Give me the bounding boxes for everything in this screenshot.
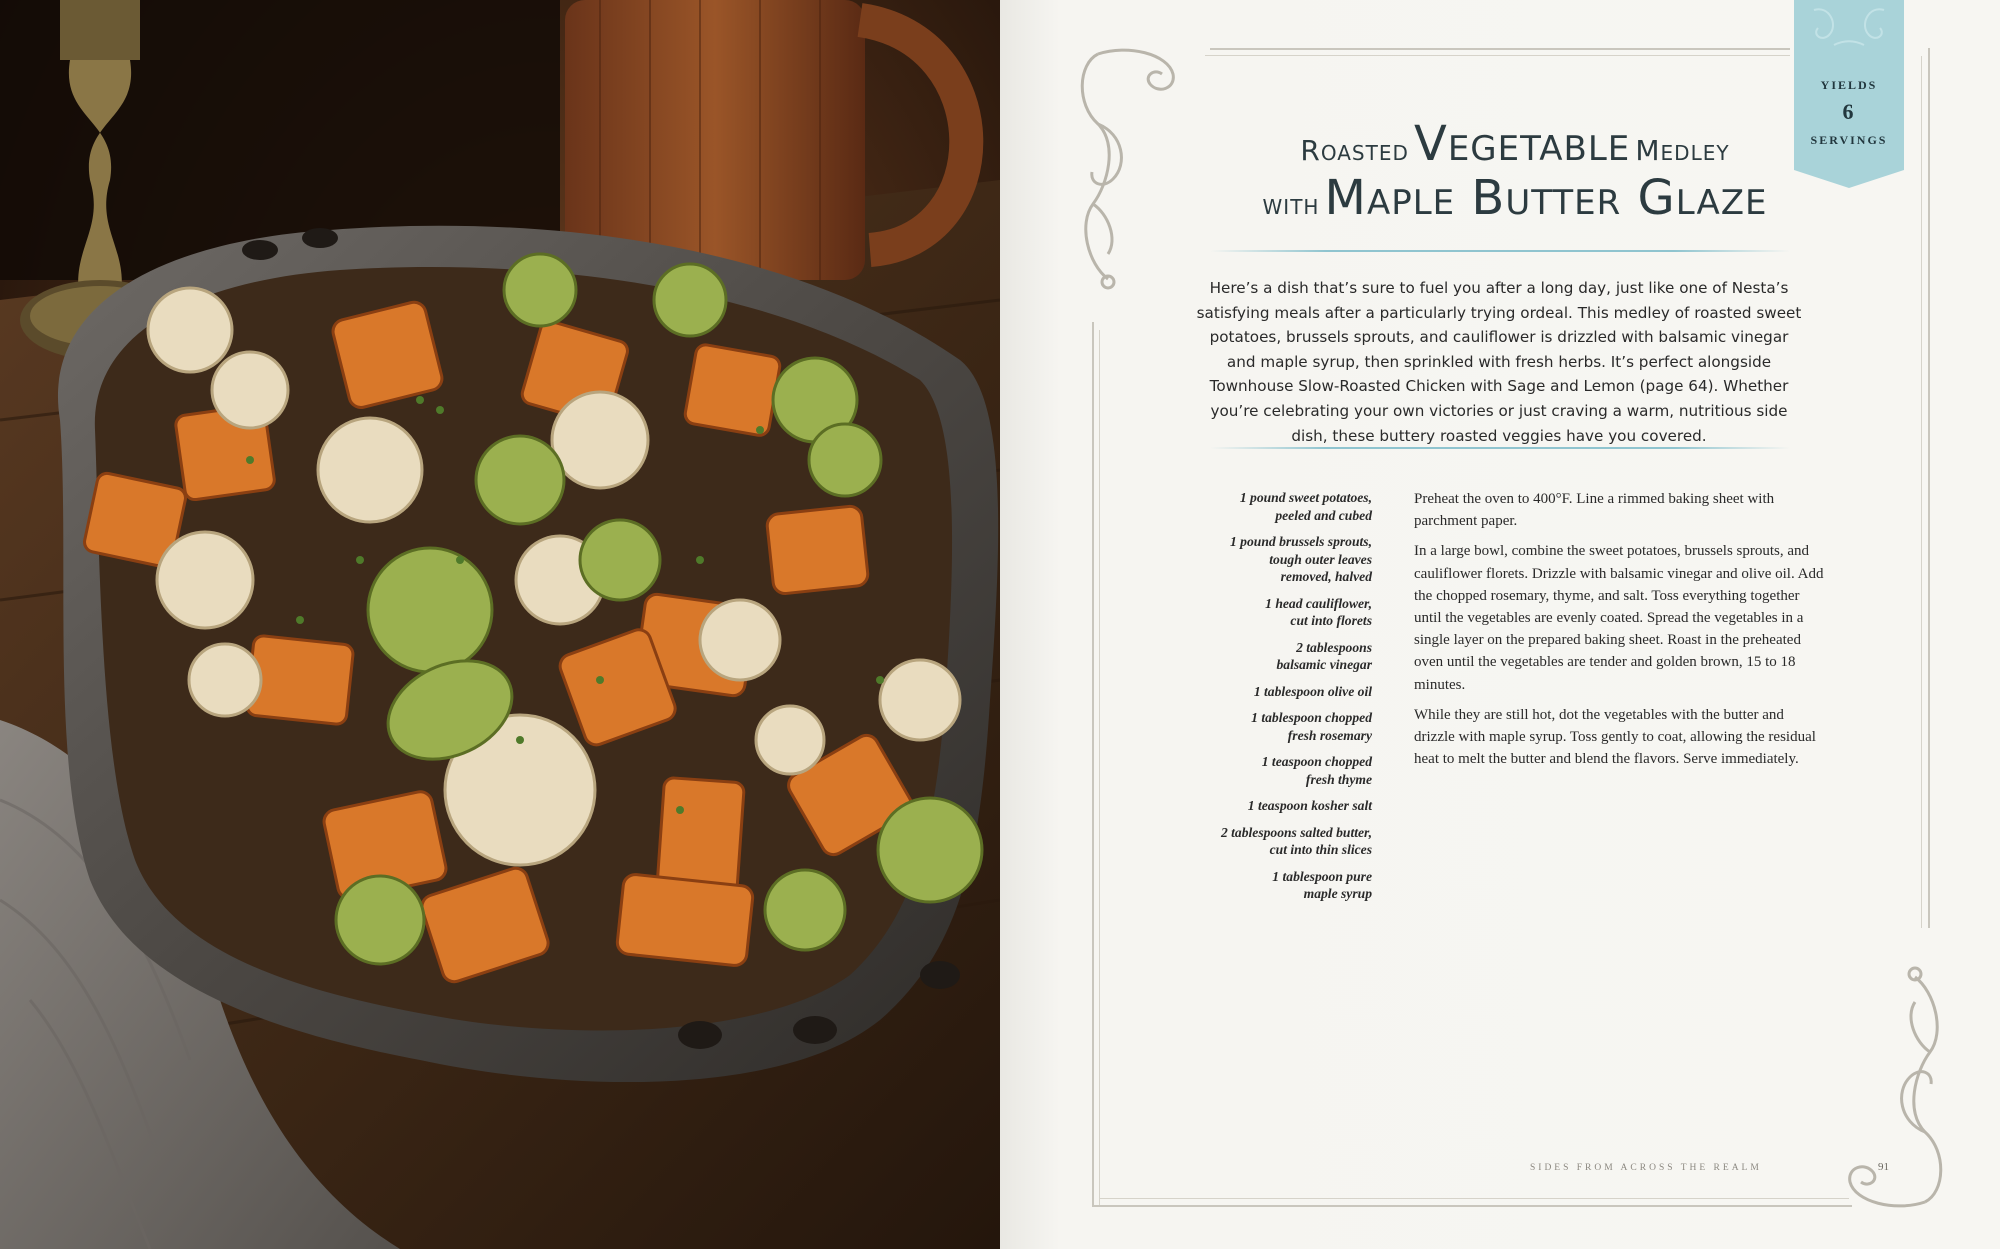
title-word-roasted: Roasted [1300, 134, 1409, 167]
direction-step: Preheat the oven to 400°F. Line a rimmed baking sheet with parchment paper. [1414, 491, 1775, 530]
direction-step: While they are still hot, dot the vegetables with the butter and drizzle with maple syrup. Toss gently to coat, allowing the residual heat to melt the butter and blend the flavors. Serve immediately. [1414, 706, 1816, 768]
yields-label: YIELDS [1820, 78, 1878, 92]
frame-left-line-inner [1099, 330, 1100, 1205]
corner-flourish-bottom-right [1845, 962, 1955, 1212]
title-line-2 [1150, 170, 1880, 226]
title-words-maple-butter-glaze: Maple Butter Glaze [1324, 170, 1768, 226]
ingredient-item: 2 tablespoons salted butter, cut into thin slices [1220, 824, 1372, 857]
recipe-page [1000, 0, 2000, 1249]
title-word-with: with [1262, 188, 1320, 221]
frame-top-line [1210, 48, 1790, 50]
frame-bottom-line [1092, 1205, 1852, 1207]
intro-divider-rule [1210, 447, 1790, 449]
frame-right-line-inner [1921, 56, 1922, 928]
title-line-1 [1150, 116, 1880, 172]
ingredient-item: 1 teaspoon kosher salt [1247, 798, 1372, 813]
page-number: 91 [1878, 1161, 1889, 1173]
footer-section-title: SIDES FROM ACROSS THE REALM [1530, 1163, 1762, 1173]
frame-left-line [1092, 322, 1094, 1207]
title-divider-rule [1210, 250, 1790, 252]
title-word-vegetable: Vegetable [1413, 116, 1631, 172]
ingredient-item: 1 pound brussels sprouts, tough outer leaves removed, halved [1229, 534, 1372, 584]
ingredient-item: 1 tablespoon pure maple syrup [1272, 868, 1372, 901]
ingredient-item: 1 tablespoon chopped fresh rosemary [1251, 710, 1372, 743]
yields-number: 6 [1842, 99, 1856, 124]
ingredient-item: 1 tablespoon olive oil [1253, 683, 1372, 699]
ingredients-list [1170, 489, 1372, 912]
frame-right-line [1928, 48, 1930, 928]
recipe-title [1150, 116, 1880, 226]
title-word-medley: Medley [1635, 134, 1730, 167]
recipe-intro: Here’s a dish that’s sure to fuel you after a long day, just like one of Nesta’s satisfying meals after a particularly trying ordeal. This medley of roasted sweet potatoes, brussels sprouts, and cauliflower is drizzled with balsamic vinegar and maple syrup, then sprinkled with fresh herbs. It’s perfect alongside Townhouse Slow-Roasted Chicken with Sage and Lemon (page 64). Whether you’re celebrating your own victories or just craving a warm, nutritious side dish, these buttery roasted veggies have you covered. [1196, 279, 1802, 445]
frame-bottom-line-inner [1099, 1198, 1849, 1199]
directions-list [1414, 488, 1824, 778]
frame-top-line-inner [1205, 55, 1790, 56]
ingredient-item: 1 head cauliflower, cut into florets [1265, 595, 1372, 628]
ingredient-item: 2 tablespoons balsamic vinegar [1276, 639, 1372, 672]
ingredient-item: 1 pound sweet potatoes, peeled and cubed [1239, 490, 1372, 523]
yields-unit: SERVINGS [1810, 133, 1888, 147]
direction-step: In a large bowl, combine the sweet potatoes, brussels sprouts, and cauliflower florets. Drizzle with balsamic vinegar and olive oil. Add the chopped rosemary, thyme, and salt. Toss everything together until the vegetables are evenly coated. Spread the vegetables in a single layer on the prepared baking sheet. Roast in the preheated oven until the vegetables are tender and golden brown, 15 to 18 minutes. [1414, 543, 1824, 693]
ingredient-item: 1 teaspoon chopped fresh thyme [1261, 754, 1372, 787]
